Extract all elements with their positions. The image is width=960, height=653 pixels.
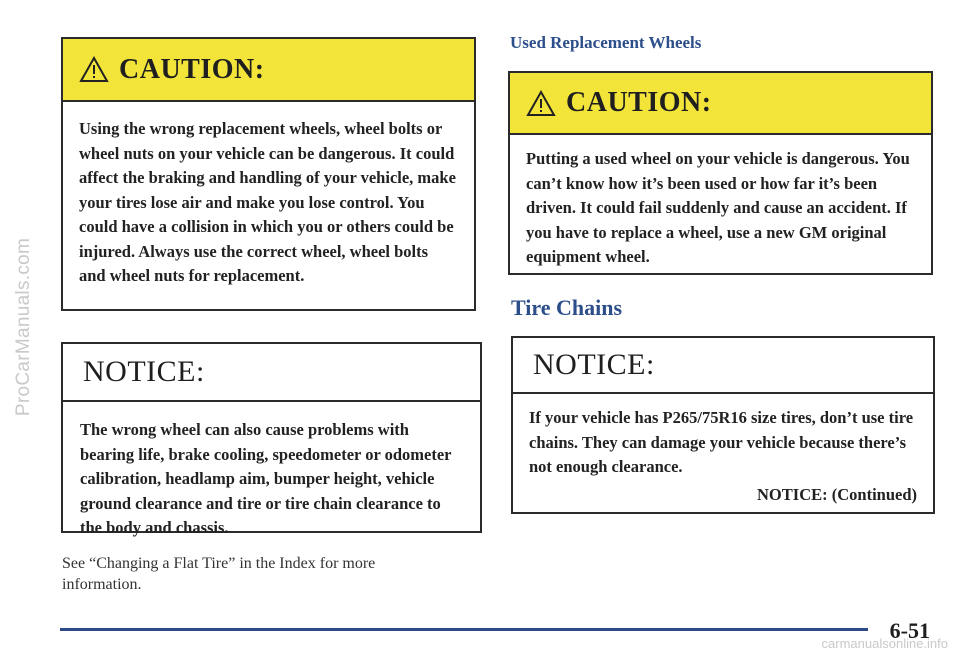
caution-body: Using the wrong replacement wheels, wheel bolts or wheel nuts on your vehicle can be dangerous. It could affect the braking and handling of your vehicle, make your tires lose air and make you lose control. You could have a collision in which you or others could be injured. Always use the correct wheel, wheel bolts and wheel nuts for replacement.: [79, 119, 456, 285]
caution-body: Putting a used wheel on your vehicle is dangerous. You can’t know how it’s been used or how far it’s been driven. It could fail suddenly and cause an accident. If you have to replace a wheel, use a new GM original equipment wheel.: [526, 149, 910, 266]
notice-header: [63, 344, 480, 402]
caution-header: [63, 39, 474, 102]
caution-box-right: [508, 71, 933, 275]
notice-continued: NOTICE: (Continued): [757, 484, 917, 504]
caution-title: CAUTION:: [566, 87, 712, 118]
notice-box-left: [61, 342, 482, 537]
used-wheels-heading: Used Replacement Wheels: [510, 33, 702, 52]
notice-box-right: [511, 336, 935, 514]
see-index-text: See “Changing a Flat Tire” in the Index for more information.: [62, 555, 376, 593]
footer-watermark: carmanualsonline.info: [821, 636, 948, 651]
caution-header: [510, 73, 931, 135]
watermark-text: ProCarManuals.com: [13, 237, 34, 416]
notice-title: NOTICE:: [83, 355, 205, 388]
notice-content: [513, 394, 933, 507]
side-watermark: [4, 0, 44, 653]
warning-triangle-icon: [526, 90, 556, 117]
page-number: 6-51: [889, 618, 930, 643]
tire-chains-heading: Tire Chains: [511, 295, 623, 320]
notice-body: If your vehicle has P265/75R16 size tires, don’t use tire chains. They can damage your vehicle because there’s not enough clearance.: [529, 408, 914, 476]
caution-box-left: [61, 37, 476, 311]
notice-title: NOTICE:: [533, 348, 655, 381]
notice-header: [513, 338, 933, 394]
footer-rule: [60, 628, 868, 631]
warning-triangle-icon: [79, 56, 109, 83]
caution-title: CAUTION:: [119, 53, 265, 85]
notice-body: The wrong wheel can also cause problems with bearing life, brake cooling, speedometer or odometer calibration, headlamp aim, bumper height, vehicle ground clearance and tire or tire chain clearance to the body and chassis.: [80, 420, 452, 537]
